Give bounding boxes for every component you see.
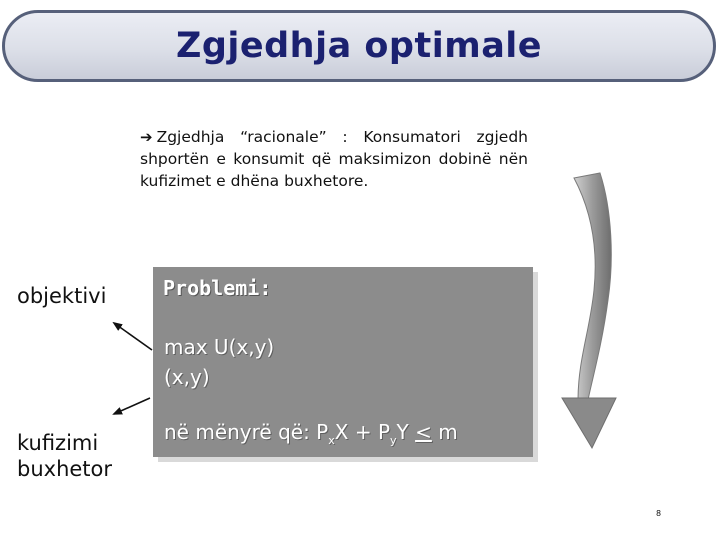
- constraint-middle-1: X + P: [334, 420, 390, 444]
- slide-title: Zgjedhja optimale: [175, 26, 543, 66]
- constraint-label-line2: buxhetor: [17, 457, 113, 481]
- page-number: 8: [656, 509, 662, 518]
- choice-variables: (x,y): [164, 365, 210, 389]
- curved-arrow-icon: [562, 173, 616, 448]
- constraint-middle-2: Y: [396, 420, 416, 444]
- right-arrow-icon: ➔: [140, 128, 153, 146]
- constraint-pointer-arrow: [114, 398, 150, 414]
- objective-pointer-arrow: [114, 323, 152, 350]
- objective-function: max U(x,y): [164, 335, 275, 359]
- constraint-label-line1: kufizimi: [17, 431, 99, 455]
- constraint-subscript-y: y: [390, 434, 397, 447]
- definition-text: Zgjedhja “racionale” : Konsumatori zgjedh shportën e konsumit që maksimizon dobinë nën kufizimet e dhëna buxhetore.: [140, 128, 528, 190]
- problem-heading: Problemi:: [163, 276, 272, 300]
- constraint-prefix: në mënyrë që: P: [164, 420, 329, 444]
- objective-label: objektivi: [17, 284, 107, 308]
- less-or-equal-sign: <: [415, 420, 432, 444]
- constraint-subscript-x: x: [328, 434, 335, 447]
- constraint-suffix: m: [431, 420, 458, 444]
